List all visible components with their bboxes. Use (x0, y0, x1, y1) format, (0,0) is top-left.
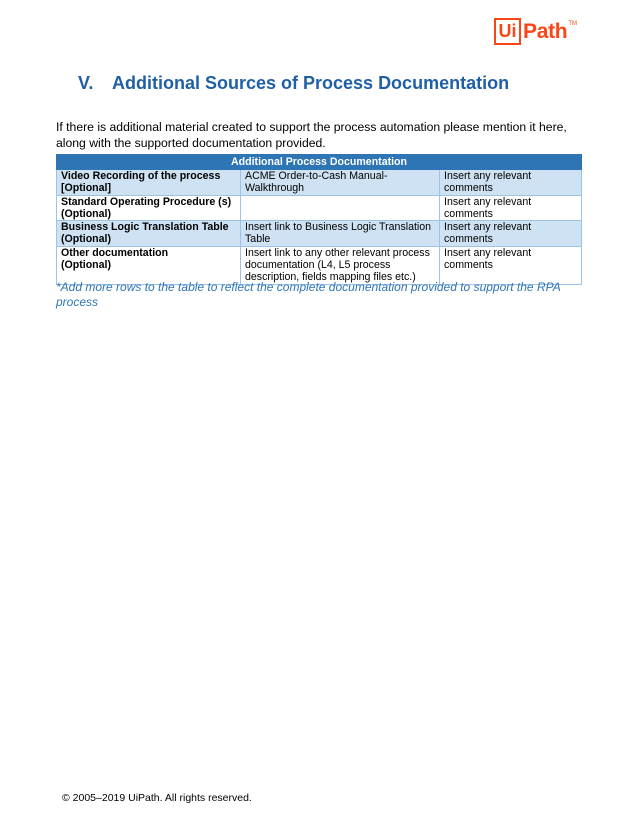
table-note: *Add more rows to the table to reflect the complete documentation provided to support the RPA process (56, 280, 561, 309)
doc-comment-cell: Insert any relevant comments (440, 170, 582, 196)
doc-type-optional: (Optional) (61, 259, 112, 272)
doc-type-optional: (Optional) (61, 233, 112, 246)
doc-type-label: Video Recording of the process (61, 170, 221, 182)
doc-type-cell (57, 195, 241, 221)
intro-paragraph: If there is additional material created to support the process automation please mention it here, along with the supported documentation provided. (56, 120, 567, 150)
uipath-logo (494, 18, 577, 48)
doc-link-cell: ACME Order-to-Cash Manual-Walkthrough (241, 170, 440, 196)
doc-type-label: Other documentation (61, 246, 169, 259)
section-title: Additional Sources of Process Documentation (112, 73, 510, 93)
doc-type-label: Business Logic Translation Table (61, 221, 229, 234)
doc-comment-cell: Insert any relevant comments (440, 195, 582, 221)
doc-link-cell: Insert link to Business Logic Translation Table (241, 221, 440, 247)
doc-type-cell (57, 221, 241, 247)
doc-type-cell (57, 170, 241, 196)
logo-trademark: TM (568, 21, 577, 27)
table-row (57, 246, 582, 284)
doc-type-optional: (Optional) (61, 207, 112, 220)
table-row (57, 221, 582, 247)
table-header-row (57, 155, 582, 170)
doc-type-label: Standard Operating Procedure (s) (61, 195, 232, 208)
doc-link-cell (241, 195, 440, 221)
doc-comment-cell: Insert any relevant comments (440, 246, 582, 284)
documentation-table (56, 154, 582, 285)
table-header: Additional Process Documentation (57, 155, 582, 170)
logo-box: Ui (494, 18, 521, 45)
section-heading (78, 73, 509, 94)
table-row (57, 170, 582, 196)
logo-text: Path (523, 20, 568, 43)
doc-link-cell: Insert link to any other relevant process documentation (L4, L5 process description, fields mapping files etc.) (241, 246, 440, 284)
doc-comment-cell: Insert any relevant comments (440, 221, 582, 247)
doc-type-optional: [Optional] (61, 182, 112, 195)
copyright-footer: © 2005–2019 UiPath. All rights reserved. (62, 792, 252, 804)
section-number: V. (78, 73, 94, 93)
doc-type-cell (57, 246, 241, 284)
table-row (57, 195, 582, 221)
